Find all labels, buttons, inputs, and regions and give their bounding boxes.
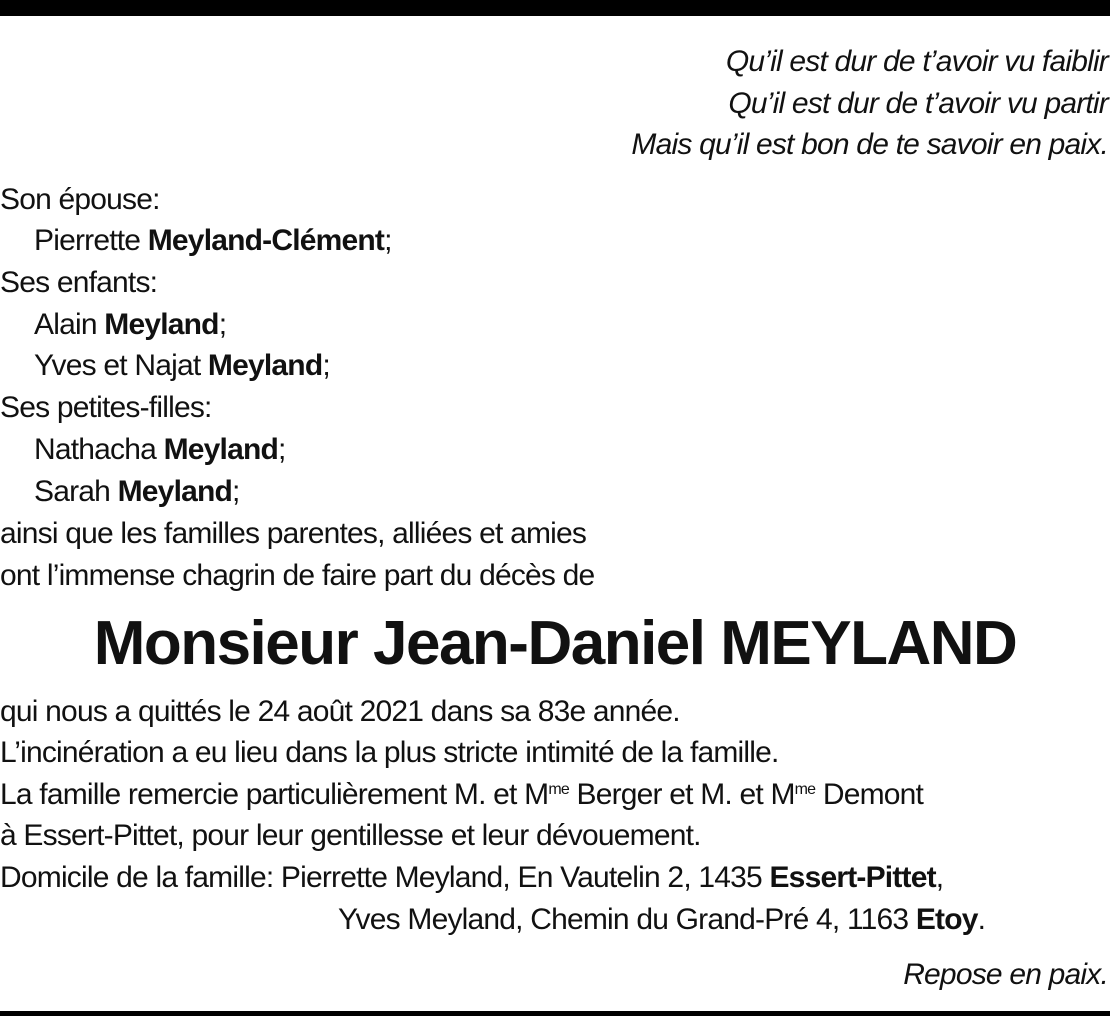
child-first-name: Yves et Najat [34,349,201,382]
top-rule [0,0,1110,16]
separator: ; [232,475,240,508]
granddaughter-first-name: Sarah [34,475,111,508]
granddaughter-first-name: Nathacha [34,433,157,466]
body-line-1: qui nous a quittés le 24 août 2021 dans sa 83e année. [0,695,680,728]
child-first-name: Alain [34,308,97,341]
quote-line-2: Qu’il est dur de t’avoir vu partir [728,87,1108,120]
body-line-2: L’incinération a eu lieu dans la plus stricte intimité de la famille. [0,736,779,769]
spouse-name [34,221,392,261]
domicile-line-1 [0,858,943,898]
families-line-2: ont l’immense chagrin de faire part du décès de [0,559,595,592]
child-last-name: Meyland [104,308,219,341]
deceased-name: Monsieur Jean-Daniel MEYLAND [93,609,1017,678]
thanks-text-c: Demont [815,778,924,811]
domicile-town: Etoy [915,903,978,936]
child-last-name: Meyland [207,349,323,382]
granddaughter-last-name: Meyland [117,475,233,508]
spouse-first-name: Pierrette [34,224,141,257]
granddaughters-heading: Ses petites-filles: [0,391,212,424]
child-name-1 [34,305,226,345]
closing-line: Repose en paix. [903,958,1108,991]
separator: ; [322,349,330,382]
superscript-me: me [794,781,816,798]
domicile-text: Yves Meyland, Chemin du Grand-Pré 4, 1163 [338,903,916,936]
thanks-line [0,775,923,815]
domicile-text: Domicile de la famille: Pierrette Meyland, En Vautelin 2, 1435 [0,861,770,894]
thanks-text-b: Berger et M. et M [568,778,795,811]
spouse-last-name: Meyland-Clément [147,224,385,257]
granddaughter-last-name: Meyland [163,433,279,466]
spouse-heading: Son épouse: [0,183,160,216]
domicile-line-2 [338,900,985,940]
granddaughter-name-2 [34,472,240,512]
separator: ; [218,308,227,341]
child-name-2 [34,346,330,386]
body-line-4: à Essert-Pittet, pour leur gentillesse et leur dévouement. [0,819,701,852]
thanks-text-a: La famille remercie particulièrement M. et M [0,778,549,811]
separator: , [935,861,944,894]
granddaughter-name-1 [34,430,286,470]
bottom-rule [0,1011,1110,1016]
quote-line-3: Mais qu’il est bon de te savoir en paix. [631,128,1108,161]
separator: . [977,903,986,936]
children-heading: Ses enfants: [0,266,158,299]
quote-line-1: Qu’il est dur de t’avoir vu faiblir [725,45,1108,78]
separator: ; [278,433,286,466]
domicile-town: Essert-Pittet [769,861,936,894]
separator: ; [384,224,392,257]
superscript-me: me [548,781,569,798]
families-line-1: ainsi que les familles parentes, alliées et amies [0,517,587,550]
